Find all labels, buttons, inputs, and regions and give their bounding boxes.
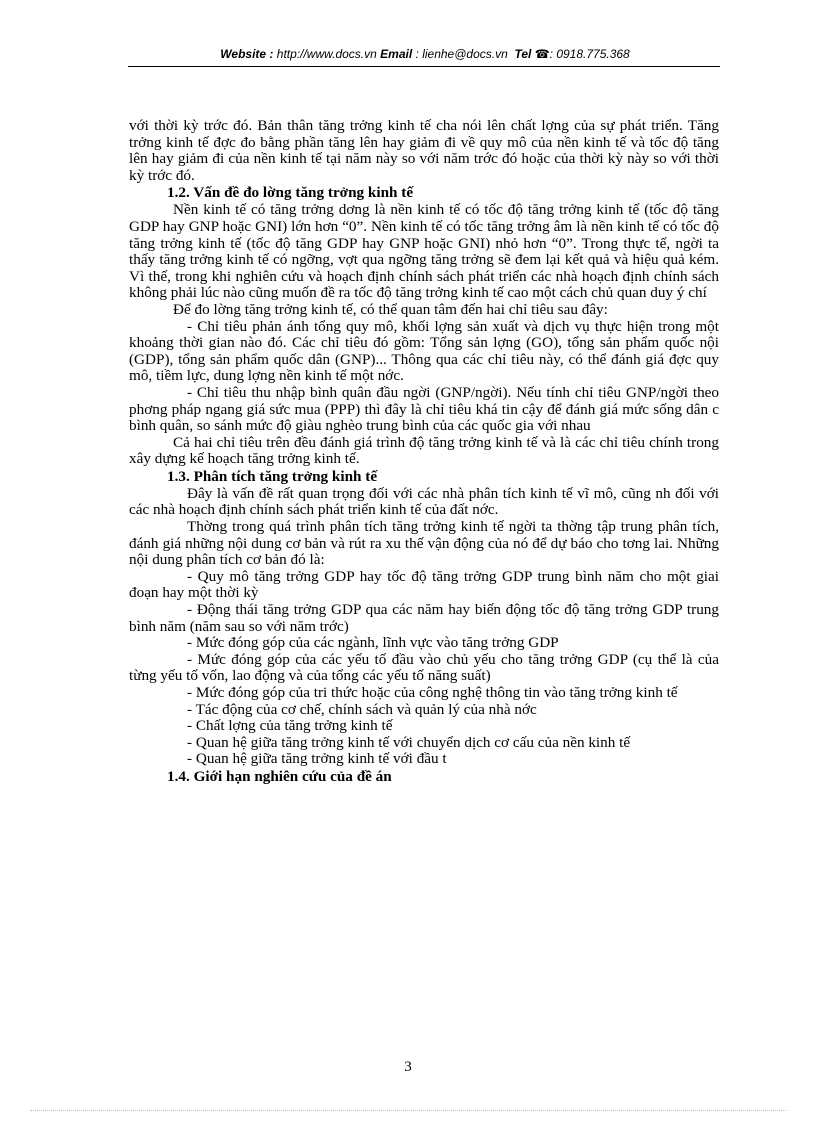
list-item: - Mức đóng góp của các ngành, lĩnh vực vào tăng trởng GDP [187,634,559,652]
page-header: Website : http://www.docs.vn Email : lienhe@docs.vn Tel ☎: 0918.775.368 [220,47,630,61]
list-item: - Quan hệ giữa tăng trởng kinh tế với chuyển dịch cơ cấu của nền kinh tế [187,733,631,751]
document-body [129,118,719,786]
section-heading-1-3: 1.3. Phân tích tăng trởng kinh tế [167,467,378,485]
paragraph: Thờng trong quá trình phân tích tăng trởng kinh tế ngời ta thờng tập trung phân tích, đánh giá những nội dung cơ bản và rút ra xu thế vận động của nó để dự báo cho tơng lai. Những nội dung phân tích cơ bản đó là: [129,518,719,569]
email-label: Email [380,47,413,61]
paragraph: Để đo lờng tăng trởng kinh tế, có thể quan tâm đến hai chỉ tiêu sau đây: [173,300,608,318]
paragraph: - Chỉ tiêu thu nhập bình quân đầu ngời (GNP/ngời). Nếu tính chỉ tiêu GNP/ngời theo phơng pháp ngang giá sức mua (PPP) thì đây là chỉ tiêu khá tin cậy để đánh giá mức sống dân c bình quân, so sánh mức độ giàu nghèo trung bình của các quốc gia với nhau [129,383,719,435]
section-heading-1-2: 1.2. Vấn đề đo lờng tăng trởng kinh tế [167,184,414,202]
page-number: 3 [404,1059,412,1075]
tel-number: 0918.775.368 [556,47,630,61]
paragraph: Cả hai chỉ tiêu trên đều đánh giá trình độ tăng trởng kinh tế và là các chỉ tiêu chính trong xây dựng kế hoạch tăng trởng kinh tế. [129,433,719,468]
website-url[interactable]: http://www.docs.vn [276,47,377,61]
paragraph: Đây là vấn đề rất quan trọng đối với các nhà phân tích kinh tế vĩ mô, cũng nh đối với các nhà hoạch định chính sách phát triển kinh tế của đất nớc. [129,484,719,519]
list-item: - Quy mô tăng trởng GDP hay tốc độ tăng trởng GDP trung bình năm cho một giai đoạn hay một thời kỳ [129,567,719,602]
list-item: - Mức đóng góp của tri thức hoặc của công nghệ thông tin vào tăng trởng kinh tế [187,684,678,701]
tel-label: Tel [514,47,532,61]
footer-rule [30,1110,786,1111]
list-item: - Động thái tăng trởng GDP qua các năm hay biến động tốc độ tăng trởng GDP trung bình năm (năm sau so với năm trớc) [129,601,719,635]
phone-icon: ☎ [534,47,550,61]
website-label: Website [220,47,267,61]
paragraph: - Chỉ tiêu phản ánh tổng quy mô, khối lợng sản xuất và dịch vụ thực hiện trong một khoảng thời gian nào đó. Các chỉ tiêu đó gồm: Tổng sản lợng (GO), tổng sản phẩm quốc nội (GDP), tổng sản phẩm quốc dân (GNP)... Thông qua các chỉ tiêu này, có thể đánh giá đợc quy mô, tiềm lực, dung lợng nền kinh tế một nớc. [129,317,719,385]
header-rule [128,66,720,67]
email-address[interactable]: lienhe@docs.vn [422,47,508,61]
paragraph: với thời kỳ trớc đó. Bản thân tăng trởng kinh tế cha nói lên chất lợng của sự phát triển. Tăng trởng kinh tế đợc đo bằng phần tăng lên hay giảm đi về quy mô của nền kinh tế và tốc độ tăng lên hay giảm đi của nền kinh tế tại năm này so với năm trớc đó hoặc của thời kỳ này so với thời kỳ trớc đó. [129,117,719,184]
paragraph: Nền kinh tế có tăng trởng dơng là nền kinh tế có tốc độ tăng trởng kinh tế (tốc độ tăng GDP hay GNP hoặc GNI) lớn hơn “0”. Nền kinh tế có tốc tăng trởng âm là nền kinh tế có tốc độ tăng trởng kinh tế (tốc độ tăng GDP hay GNP hoặc GNI) nhỏ hơn “0”. Trong thực tế, ngời ta thấy tăng trởng kinh tế có ngỡng, vợt qua ngỡng tăng trởng sẽ đem lại kết quả và hiệu quả kém. Vì thế, trong khi nghiên cứu và hoạch định chính sách phát triển các nhà hoạch định chính sách không phải lúc nào cũng muốn đề ra tốc độ tăng trởng kinh tế cao một cách chủ quan duy ý chí [129,201,719,302]
list-item: - Tác động của cơ chế, chính sách và quản lý của nhà nớc [187,700,537,718]
list-item: - Chất lợng của tăng trởng kinh tế [187,717,393,735]
list-item: - Quan hệ giữa tăng trởng kinh tế với đầu t [187,750,447,768]
list-item: - Mức đóng góp của các yếu tố đầu vào chủ yếu cho tăng trởng GDP (cụ thể là của từng yếu tố vốn, lao động và của tổng các yếu tố năng suất) [129,650,719,685]
section-heading-1-4: 1.4. Giới hạn nghiên cứu của đề án [167,767,392,785]
